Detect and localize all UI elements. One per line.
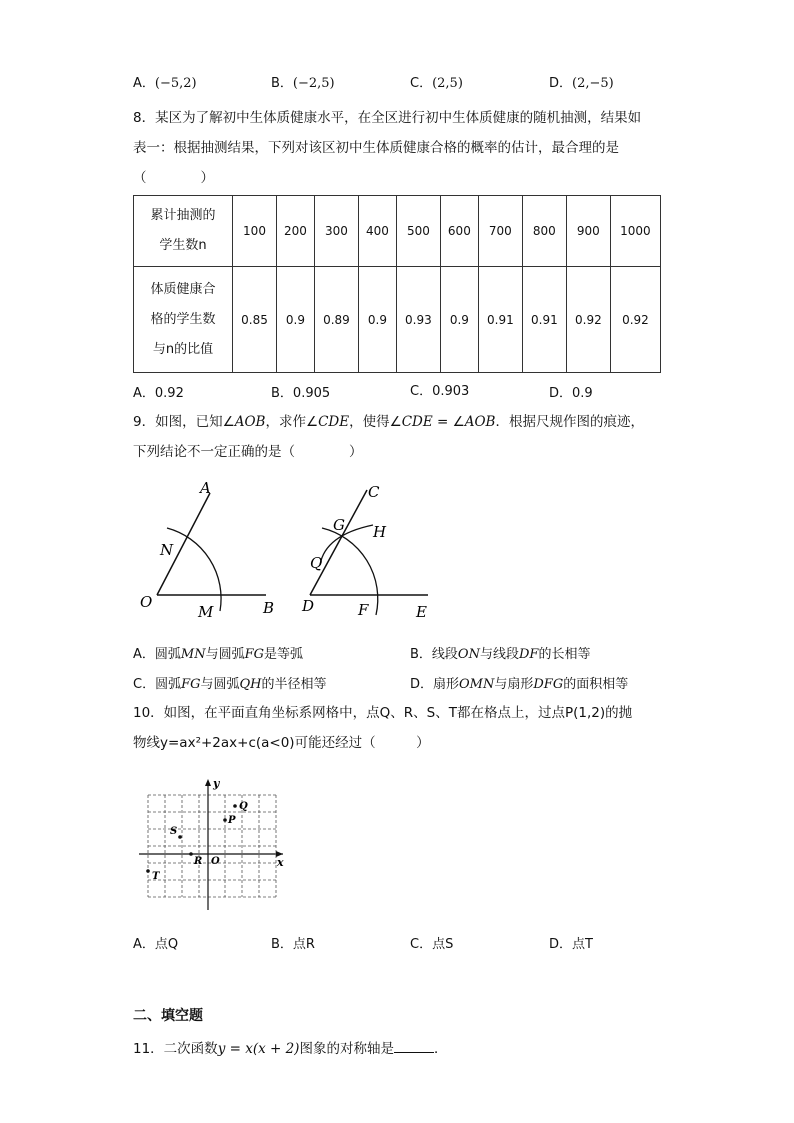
q8-option-d: [549, 382, 593, 401]
q11-stem: [133, 1034, 663, 1064]
label-q: Q: [310, 554, 323, 572]
ray-dc: [310, 490, 367, 595]
math-var: DFG: [533, 677, 564, 692]
table-cell: 0.92: [610, 267, 660, 373]
q8-option-c: [410, 380, 469, 399]
option-letter: A．: [133, 937, 155, 952]
q9-line-1: [133, 407, 663, 437]
label-e: E: [416, 603, 427, 621]
table-row: [134, 196, 661, 267]
option-letter: C．: [410, 937, 433, 952]
text-run: 与圆弧: [200, 677, 240, 692]
table-cell: 400: [358, 196, 396, 267]
option-letter: A．: [133, 76, 155, 91]
option-value: 点Q: [154, 937, 179, 952]
table-cell: 0.89: [314, 267, 358, 373]
table-cell: 0.91: [522, 267, 566, 373]
option-letter: B．: [271, 937, 293, 952]
point-q: [233, 804, 237, 808]
option-letter: C．: [410, 384, 433, 399]
math-var: QH: [239, 677, 262, 692]
option-value: 0.903: [432, 384, 470, 399]
text-run: B．线段: [410, 647, 458, 662]
text-run: ．: [433, 1041, 448, 1057]
text-run: 的面积相等: [563, 677, 629, 692]
q9-option-a: [133, 643, 303, 662]
q10-coordinate-grid: [135, 775, 295, 915]
option-value: 0.9: [572, 386, 593, 401]
label-b: B: [263, 599, 275, 617]
q10-option-b: [271, 933, 315, 952]
option-letter: D．: [549, 76, 573, 91]
table-cell: 1000: [610, 196, 660, 267]
q10-line-1: 10．如图，在平面直角坐标系网格中，点Q、R、S、T都在格点上，过点P(1,2)的抛: [133, 705, 633, 721]
text-run: 与线段: [479, 647, 519, 662]
option-letter: D．: [549, 386, 573, 401]
text-run: = ∠: [432, 414, 465, 430]
point-t: [146, 869, 150, 873]
option-value: (2,5): [432, 76, 463, 91]
text-run: 11．二次函数: [133, 1041, 218, 1057]
label-c: C: [368, 483, 380, 501]
text-run: A．圆弧: [133, 647, 181, 662]
math-var: FG: [244, 647, 265, 662]
q8-line-2: 表一：根据抽测结果，下列对该区初中生体质健康合格的概率的估计，最合理的是: [133, 140, 619, 156]
text-run: 图象的对称轴是: [299, 1041, 394, 1057]
math-var: MN: [180, 647, 206, 662]
q9-stem: [133, 407, 663, 467]
q9-option-c: [133, 673, 327, 692]
q9-line-2: 下列结论不一定正确的是（ ）: [133, 444, 363, 460]
label-p: P: [228, 815, 236, 826]
label-x: x: [277, 856, 284, 869]
q8-line-3: （ ）: [133, 170, 214, 186]
angle-name: CDE: [401, 414, 433, 430]
label-origin: O: [211, 856, 220, 867]
header-line: 格的学生数: [150, 311, 216, 327]
table-cell: 0.85: [233, 267, 277, 373]
q7-option-a: [133, 72, 197, 91]
table-cell: 500: [396, 196, 440, 267]
math-var: FG: [181, 677, 201, 692]
label-a: A: [200, 479, 211, 497]
option-value: 点T: [572, 937, 593, 952]
q8-line-1: 8．某区为了解初中生体质健康水平，在全区进行初中生体质健康的随机抽测，结果如: [133, 110, 642, 126]
option-value: 点R: [292, 937, 315, 952]
table-cell: 0.92: [566, 267, 610, 373]
text-run: 的长相等: [538, 647, 591, 662]
option-letter: D．: [549, 937, 573, 952]
q10-option-c: [410, 933, 453, 952]
math-var: OMN: [459, 677, 495, 692]
label-t: T: [152, 871, 160, 882]
grid-lines: [148, 795, 276, 897]
q10-option-a: [133, 933, 178, 952]
label-s: S: [170, 826, 178, 837]
table-cell: 0.9: [358, 267, 396, 373]
table-cell: 700: [478, 196, 522, 267]
table-row-header: [134, 267, 233, 373]
q9-option-b: [410, 643, 590, 662]
label-q: Q: [239, 801, 248, 812]
text-run: 与扇形: [494, 677, 534, 692]
text-run: ，求作∠: [265, 414, 319, 430]
text-run: ，使得∠: [349, 414, 402, 430]
table-cell: 100: [233, 196, 277, 267]
table-row-header: [134, 196, 233, 267]
q10-option-d: [549, 933, 593, 952]
q7-option-b: [271, 72, 335, 91]
option-value: 0.905: [292, 386, 331, 401]
option-value: (−5,2): [154, 76, 197, 91]
arc-qh: [320, 525, 373, 565]
label-r: R: [194, 856, 203, 867]
q7-option-d: [549, 72, 614, 91]
q8-data-table: [133, 195, 661, 373]
q10-line-2: 物线y=ax²+2ax+c(a<0)可能还经过（ ）: [133, 735, 430, 751]
section-title: 二、填空题: [133, 1008, 203, 1024]
label-m: M: [198, 603, 214, 621]
table-cell: 0.9: [440, 267, 478, 373]
option-value: (−2,5): [292, 76, 335, 91]
table-cell: 0.91: [478, 267, 522, 373]
label-o: O: [140, 593, 153, 611]
text-run: C．圆弧: [133, 677, 182, 692]
arc-fg: [322, 528, 378, 615]
text-run: D．扇形: [410, 677, 460, 692]
table-cell: 900: [566, 196, 610, 267]
point-s: [178, 835, 182, 839]
table-cell: 0.9: [277, 267, 315, 373]
header-line: 学生数n: [159, 238, 207, 254]
option-letter: B．: [271, 386, 293, 401]
q8-stem: [133, 103, 663, 193]
q9-option-d: [410, 673, 628, 692]
angle-name: AOB: [234, 414, 266, 430]
q7-option-c: [410, 72, 463, 91]
label-n: N: [160, 541, 174, 559]
header-line: 与n的比值: [152, 341, 214, 357]
q9-construction-figure: [130, 475, 450, 625]
table-row: [134, 267, 661, 373]
math-var: ON: [457, 647, 480, 662]
math-var: DF: [518, 647, 539, 662]
text-run: 9．如图，已知∠: [133, 414, 235, 430]
q8-option-b: [271, 382, 330, 401]
table-cell: 300: [314, 196, 358, 267]
math-formula: y = x(x + 2): [217, 1041, 300, 1057]
q8-option-a: [133, 382, 184, 401]
label-y: y: [213, 777, 220, 790]
text-run: 与圆弧: [205, 647, 245, 662]
answer-blank[interactable]: [394, 1038, 434, 1053]
option-letter: B．: [271, 76, 293, 91]
option-letter: A．: [133, 386, 155, 401]
table-cell: 0.93: [396, 267, 440, 373]
angle-name: CDE: [318, 414, 350, 430]
option-letter: C．: [410, 76, 433, 91]
table-cell: 600: [440, 196, 478, 267]
text-run: 的半径相等: [261, 677, 327, 692]
text-run: 是等弧: [264, 647, 304, 662]
label-f: F: [358, 601, 369, 619]
option-value: 0.92: [154, 386, 184, 401]
option-value: (2,−5): [572, 76, 614, 91]
table-cell: 200: [277, 196, 315, 267]
table-cell: 800: [522, 196, 566, 267]
arc-mn: [167, 528, 221, 611]
y-axis-arrow-icon: [205, 779, 211, 786]
header-line: 累计抽测的: [150, 208, 216, 224]
label-d: D: [302, 597, 315, 615]
point-r: [189, 852, 193, 856]
label-g: G: [333, 516, 345, 534]
label-h: H: [373, 523, 387, 541]
point-p: [223, 818, 227, 822]
text-run: ．根据尺规作图的痕迹，: [495, 414, 644, 430]
angle-name: AOB: [464, 414, 496, 430]
option-value: 点S: [432, 937, 454, 952]
q10-stem: [133, 698, 663, 758]
header-line: 体质健康合: [150, 281, 216, 297]
